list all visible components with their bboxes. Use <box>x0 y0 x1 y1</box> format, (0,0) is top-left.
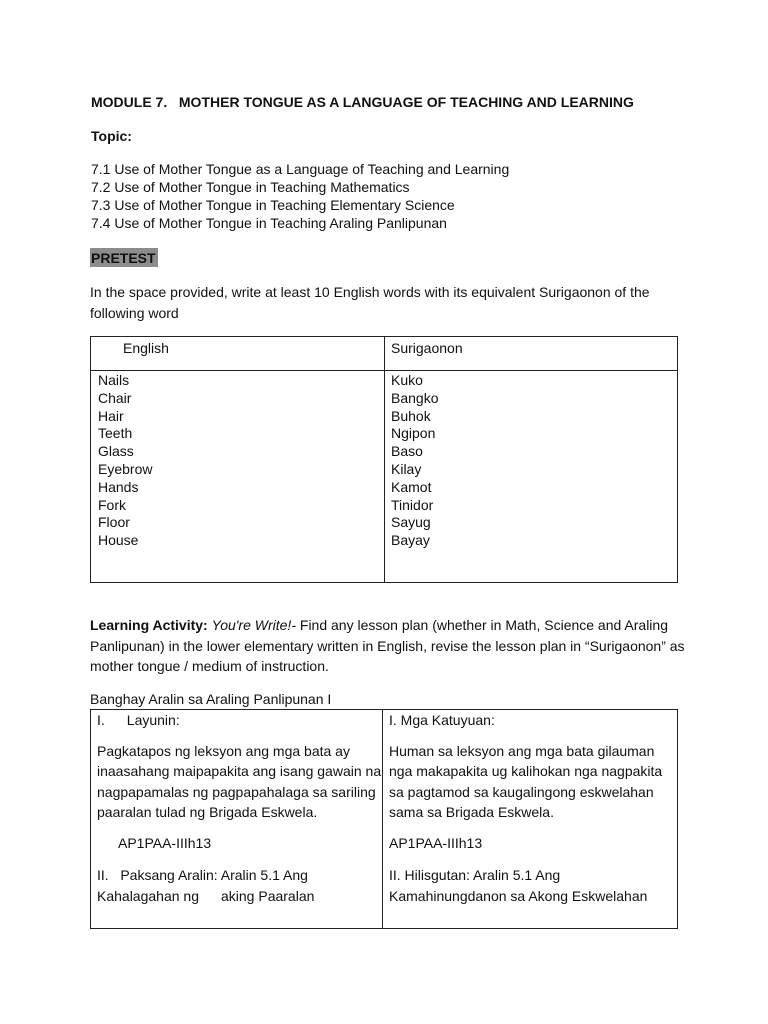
english-word: House <box>98 532 139 549</box>
surigaonon-word: Bayay <box>391 532 430 549</box>
subject-matter-heading: II. Hilisgutan: Aralin 5.1 Ang Kamahinungdanon sa Akong Eskwelahan <box>389 867 648 904</box>
objective-heading: I. Mga Katuyuan: <box>389 712 495 728</box>
english-header-cell <box>91 337 385 371</box>
english-word: Chair <box>98 389 132 406</box>
objective-paragraph: Human sa leksyon ang mga bata gilauman nga makapakita ug kalihokan nga nagpakita sa pagtamod sa kaugalingong eskwelahan sama sa Brigada Eskwela. <box>389 742 663 820</box>
english-word: Fork <box>98 496 126 513</box>
topic-list <box>91 160 509 232</box>
lesson-plan-title: Banghay Aralin sa Araling Panlipunan I <box>90 691 332 707</box>
english-word: Nails <box>98 372 130 388</box>
objective-paragraph: Pagkatapos ng leksyon ang mga bata ay inaasahang maipapakita ang isang gawain na nagpapamalas ng pagpapahalaga sa sariling paaralan tulad ng Brigada Eskwela. <box>97 742 382 820</box>
pretest-heading: PRETEST <box>91 250 156 266</box>
subject-matter-heading: II. Paksang Aralin: Aralin 5.1 Ang Kahalagahan ng aking Paaralan <box>97 867 315 904</box>
competency-code: AP1PAA-IIIh13 <box>118 834 212 851</box>
module-title: MODULE 7. MOTHER TONGUE AS A LANGUAGE OF TEACHING AND LEARNING <box>91 94 634 110</box>
lesson-plan-surigaonon-cell <box>383 710 678 929</box>
surigaonon-word-list <box>385 371 677 550</box>
topic-item: 7.2 Use of Mother Tongue in Teaching Mathematics <box>91 179 410 195</box>
english-word: Teeth <box>98 425 133 442</box>
lesson-plan-table <box>90 709 678 929</box>
surigaonon-word: Kuko <box>391 372 423 388</box>
english-word: Hair <box>98 407 124 424</box>
topic-item: 7.3 Use of Mother Tongue in Teaching Elementary Science <box>91 197 455 213</box>
learning-activity-label: Learning Activity: <box>90 617 208 633</box>
surigaonon-words-cell <box>385 371 678 583</box>
surigaonon-header-cell <box>385 337 678 371</box>
english-word: Floor <box>98 514 130 531</box>
topic-item: 7.4 Use of Mother Tongue in Teaching Araling Panlipunan <box>91 215 447 231</box>
english-header: English <box>123 340 169 356</box>
surigaonon-word: Ngipon <box>391 425 436 442</box>
learning-activity <box>90 615 690 677</box>
english-word-list <box>91 371 384 550</box>
surigaonon-word: Buhok <box>391 407 431 424</box>
surigaonon-word: Bangko <box>391 389 439 406</box>
surigaonon-header: Surigaonon <box>391 340 463 356</box>
learning-activity-subtitle: You're Write!- <box>211 617 296 633</box>
english-word: Hands <box>98 478 139 495</box>
topic-label: Topic: <box>91 128 132 144</box>
lesson-plan-tagalog-cell <box>91 710 383 929</box>
objective-heading: I. Layunin: <box>97 712 180 728</box>
learning-activity-text: Find any lesson plan (whether in Math, Science and Araling Panlipunan) in the lower elementary written in English, revise the lesson plan in “Surigaonon” as mother tongue / medium of instruction. <box>90 617 685 674</box>
english-words-cell <box>91 371 385 583</box>
surigaonon-word: Sayug <box>391 514 431 531</box>
vocabulary-table <box>90 336 678 583</box>
topic-item: 7.1 Use of Mother Tongue as a Language of Teaching and Learning <box>91 161 510 177</box>
surigaonon-word: Tinidor <box>391 496 434 513</box>
english-word: Glass <box>98 443 134 460</box>
english-word: Eyebrow <box>98 460 153 477</box>
surigaonon-word: Kilay <box>391 460 422 477</box>
surigaonon-word: Kamot <box>391 478 432 495</box>
competency-code: AP1PAA-IIIh13 <box>389 834 483 851</box>
pretest-instructions: In the space provided, write at least 10 English words with its equivalent Surigaonon of the following word <box>90 284 650 321</box>
surigaonon-word: Baso <box>391 443 423 460</box>
